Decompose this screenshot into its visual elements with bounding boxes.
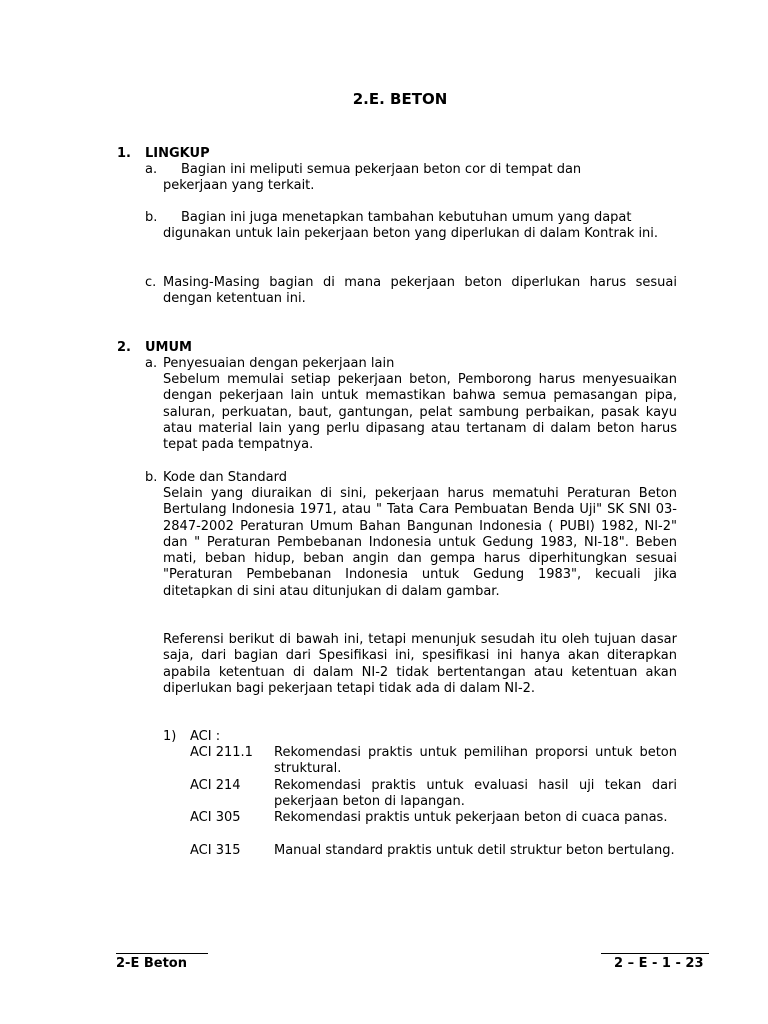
- aci-code: ACI 214: [190, 778, 241, 793]
- footer-page-number: 2 – E - 1 - 23: [614, 956, 704, 971]
- item-1a-line1: Bagian ini meliputi semua pekerjaan beton cor di tempat dan: [181, 162, 582, 177]
- item-2a-body: Sebelum memulai setiap pekerjaan beton, Pemborong harus menyesuaikan dengan pekerjaan lain untuk memastikan bahwa semua pemasangan pipa, saluran, perkuatan, baut, gantungan, pelat sambung perbaikan, pasak kayu atau material lain yang perlu dipasang atau tertanam di dalam beton harus tepat pada tempatnya.: [163, 372, 677, 453]
- section-1-number: 1.: [117, 146, 131, 161]
- item-1c-text: Masing-Masing bagian di mana pekerjaan beton diperlukan harus sesuai dengan ketentuan ini.: [163, 275, 677, 307]
- aci-desc: Manual standard praktis untuk detil struktur beton bertulang.: [274, 843, 675, 858]
- aci-code: ACI 305: [190, 810, 241, 825]
- aci-desc: Rekomendasi praktis untuk pemilihan proporsi untuk beton struktural.: [274, 745, 677, 777]
- item-1b-line1: Bagian ini juga menetapkan tambahan kebutuhan umum yang dapat: [181, 210, 632, 225]
- list-number: 1): [163, 729, 177, 744]
- section-2-number: 2.: [117, 340, 131, 355]
- document-title: 2.E. BETON: [352, 90, 448, 108]
- aci-desc: Rekomendasi praktis untuk evaluasi hasil uji tekan dari pekerjaan beton di lapangan.: [274, 778, 677, 810]
- item-2a-title: Penyesuaian dengan pekerjaan lain: [163, 356, 395, 371]
- item-1a-label: a.: [145, 162, 158, 177]
- reference-paragraph: Referensi berikut di bawah ini, tetapi menunjuk sesudah itu oleh tujuan dasar saja, dari bagian dari Spesifikasi ini, spesifikasi ini hanya akan diterapkan apabila ketentuan di dalam NI-2 tidak bertentangan atau ketentuan akan diperlukan bagi pekerjaan tetapi tidak ada di dalam NI-2.: [163, 632, 677, 696]
- item-2b-body: Selain yang diuraikan di sini, pekerjaan harus mematuhi Peraturan Beton Bertulang Indonesia 1971, atau " Tata Cara Pembuatan Benda Uji" SK SNI 03-2847-2002 Peraturan Umum Bahan Bangunan Indonesia ( PUBI) 1982, NI-2" dan " Peraturan Pembebanan Indonesia untuk Gedung 1983, NI-18". Beben mati, beban hidup, beban angin dan gempa harus diperhitungkan sesuai "Peraturan Pembebanan Indonesia untuk Gedung 1983", kecuali jika ditetapkan di sini atau ditunjukan di dalam gambar.: [163, 486, 677, 599]
- item-1b-label: b.: [145, 210, 158, 225]
- aci-code: ACI 211.1: [190, 745, 253, 760]
- list-title: ACI :: [190, 729, 221, 744]
- aci-code: ACI 315: [190, 843, 241, 858]
- item-1c-label: c.: [145, 275, 157, 290]
- section-2-heading: UMUM: [145, 340, 192, 355]
- aci-desc: Rekomendasi praktis untuk pekerjaan beton di cuaca panas.: [274, 810, 668, 825]
- footer-rule-right: [601, 953, 709, 954]
- item-1a-line2: pekerjaan yang terkait.: [163, 178, 315, 193]
- item-1b-rest: digunakan untuk lain pekerjaan beton yang diperlukan di dalam Kontrak ini.: [163, 226, 659, 241]
- item-2b-title: Kode dan Standard: [163, 470, 287, 485]
- footer-left-label: 2-E Beton: [116, 956, 187, 971]
- item-2b-label: b.: [145, 470, 158, 485]
- section-1-heading: LINGKUP: [145, 146, 210, 161]
- footer-rule-left: [116, 953, 208, 954]
- item-2a-label: a.: [145, 356, 158, 371]
